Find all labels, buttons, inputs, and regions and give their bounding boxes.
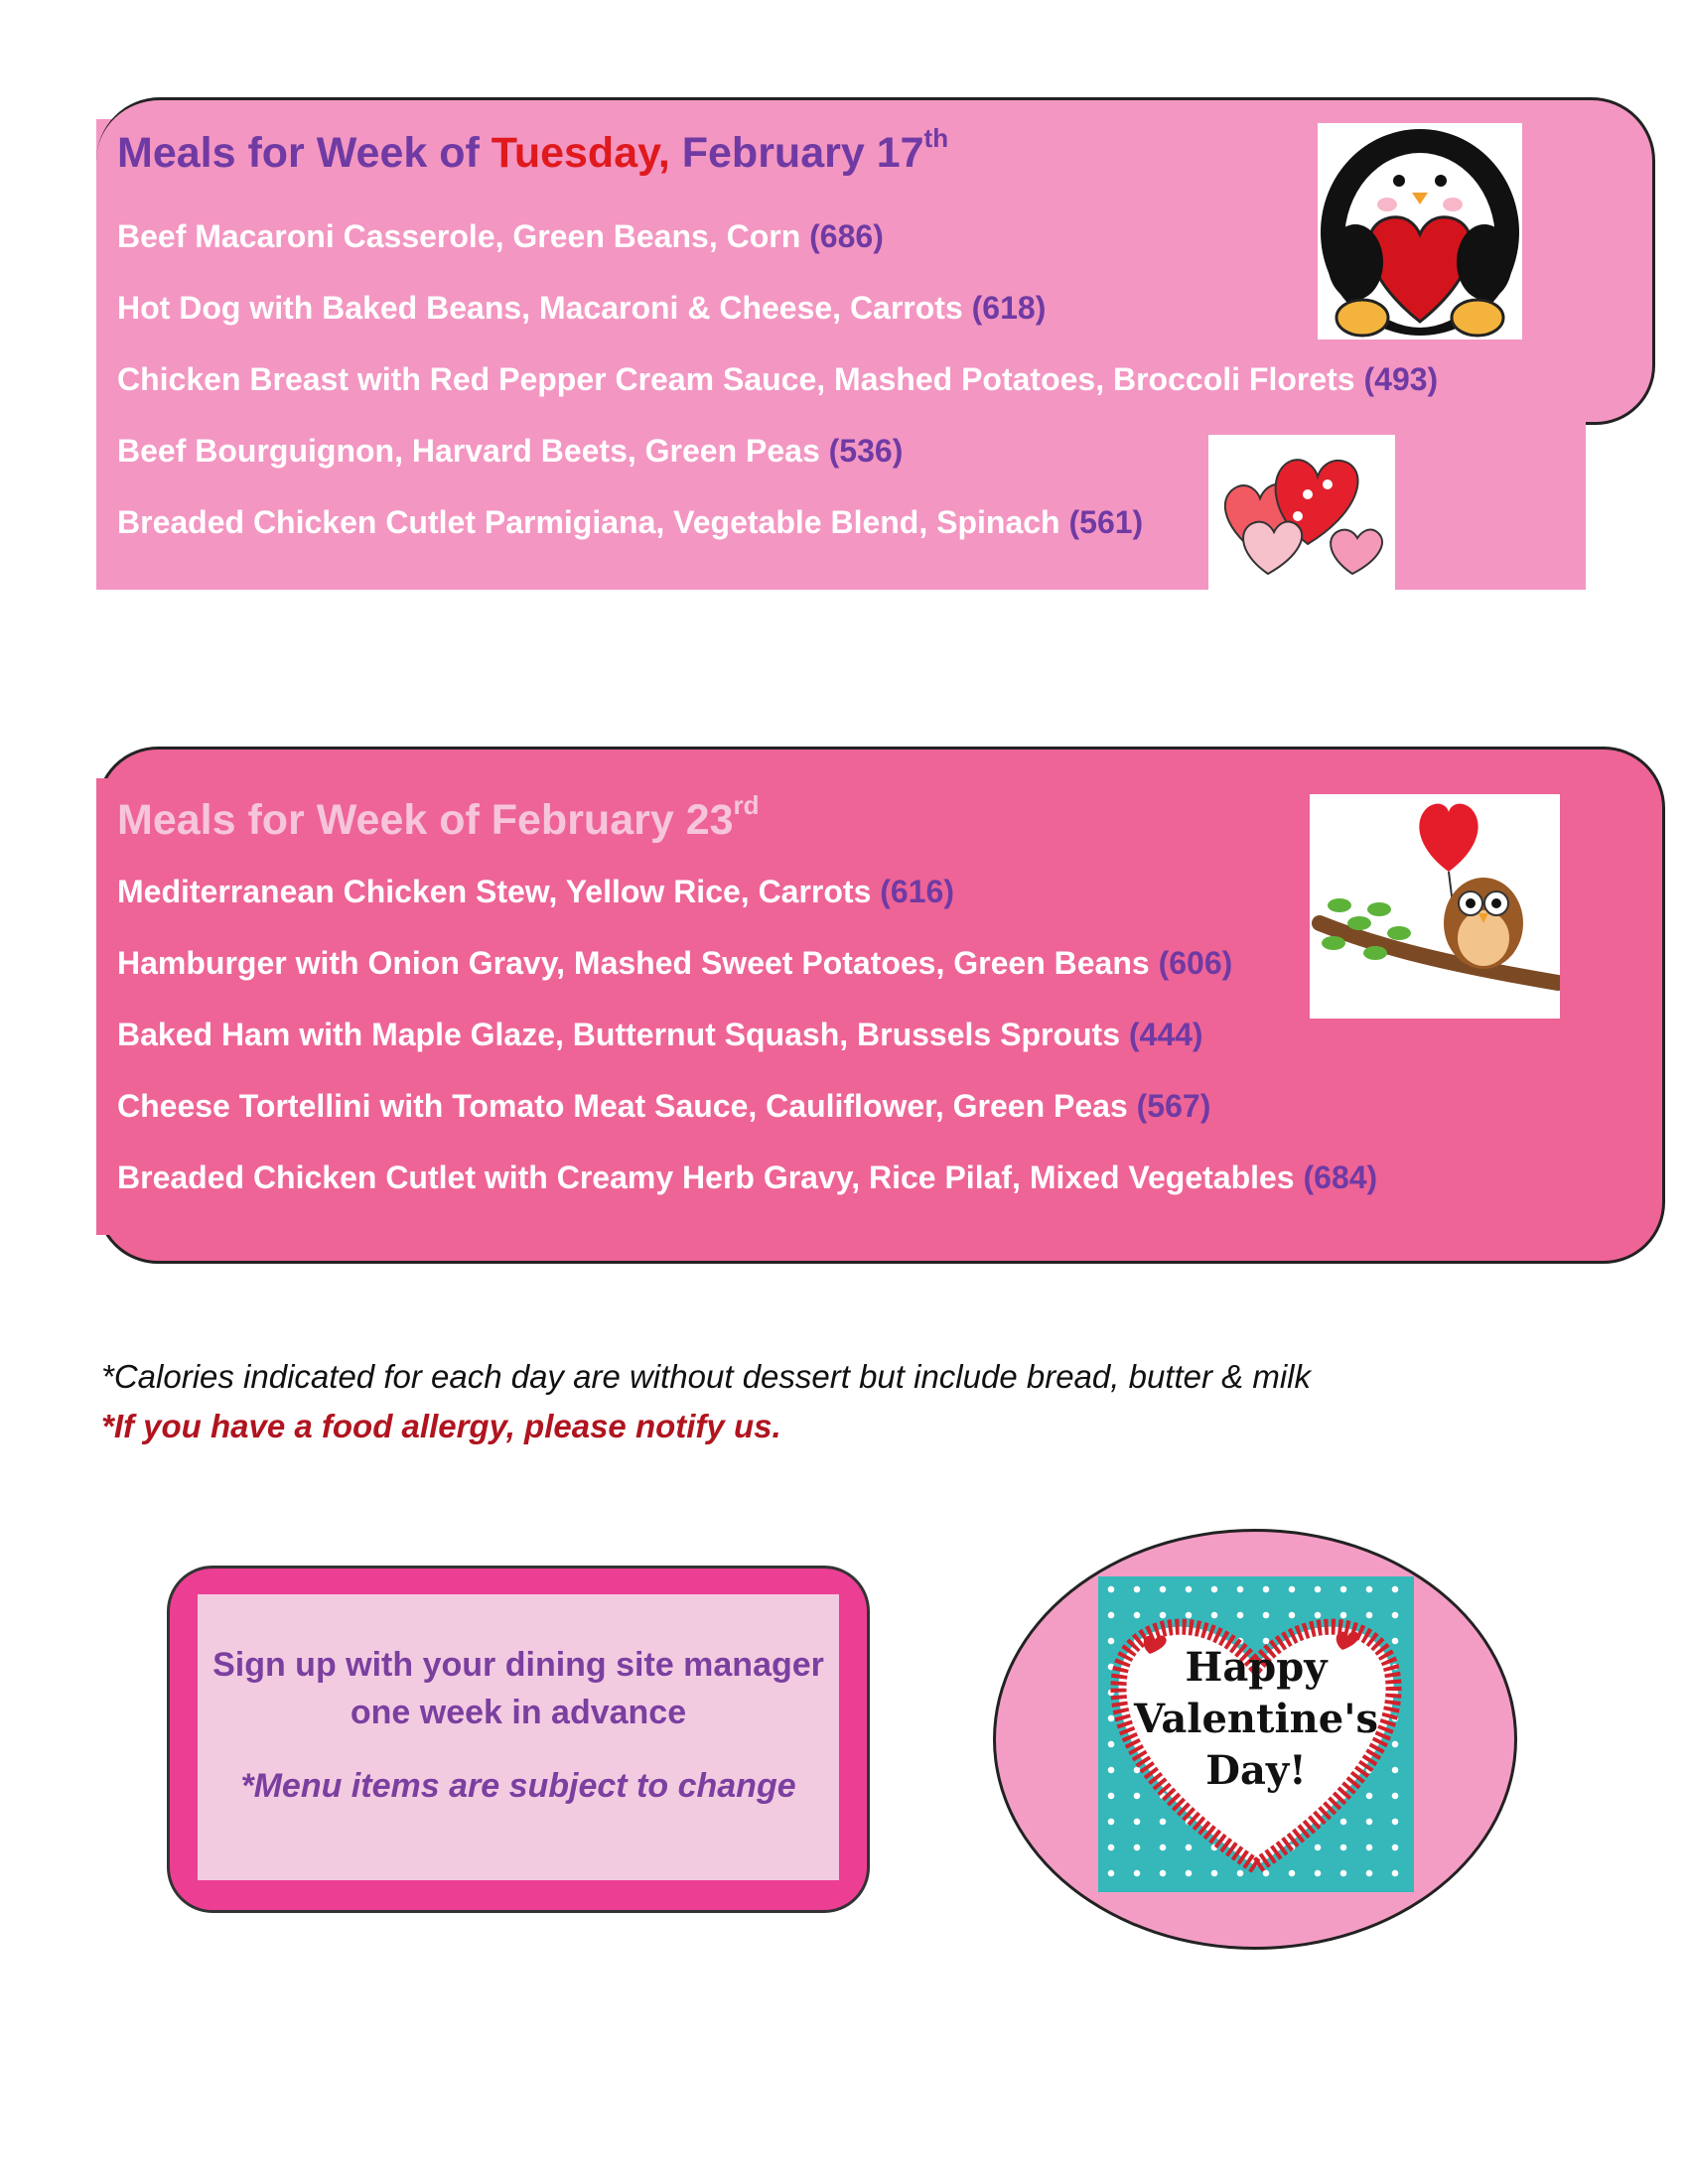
valentine-card — [1098, 1576, 1414, 1892]
calories-note: *Calories indicated for each day are without dessert but include bread, butter & milk — [101, 1358, 1311, 1395]
calorie-count: (686) — [809, 218, 884, 254]
week1-meal-4: Beef Bourguignon, Harvard Beets, Green Peas (536) — [117, 433, 904, 469]
week2-meal-2: Hamburger with Onion Gravy, Mashed Sweet Potatoes, Green Beans (606) — [117, 945, 1233, 981]
signup-line-1: Sign up with your dining site manager — [212, 1646, 824, 1684]
week1-title: Meals for Week of Tuesday, February 17th — [117, 123, 949, 177]
week2-menu-panel — [96, 747, 1665, 1264]
week1-meal-3: Chicken Breast with Red Pepper Cream Sauce, Mashed Potatoes, Broccoli Florets (493) — [117, 361, 1439, 397]
week1-meal-2: Hot Dog with Baked Beans, Macaroni & Cheese, Carrots (618) — [117, 290, 1047, 326]
week1-meal-1: Beef Macaroni Casserole, Green Beans, Corn (686) — [117, 218, 884, 254]
signup-notice-box — [167, 1566, 870, 1913]
calorie-count: (493) — [1363, 361, 1439, 397]
allergy-note: *If you have a food allergy, please notify us. — [101, 1408, 781, 1444]
signup-notice-inner — [198, 1594, 839, 1880]
week2-meal-3: Baked Ham with Maple Glaze, Butternut Squash, Brussels Sprouts (444) — [117, 1017, 1203, 1052]
calorie-count: (536) — [828, 433, 904, 469]
week2-title: Meals for Week of February 23rd — [117, 790, 760, 844]
week2-meal-4: Cheese Tortellini with Tomato Meat Sauce, Cauliflower, Green Peas (567) — [117, 1088, 1211, 1124]
calorie-count: (684) — [1303, 1160, 1378, 1195]
penguin-heart-icon — [1318, 123, 1522, 340]
signup-line-2: one week in advance — [350, 1694, 687, 1731]
week2-meal-1: Mediterranean Chicken Stew, Yellow Rice, Carrots (616) — [117, 874, 954, 909]
hearts-icon — [1208, 435, 1395, 590]
calorie-count: (567) — [1136, 1088, 1211, 1124]
week1-menu-panel — [96, 97, 1655, 590]
valentine-line-2: Valentine's — [1134, 1696, 1378, 1742]
valentine-line-3: Day! — [1205, 1747, 1307, 1794]
menu-change-note: *Menu items are subject to change — [240, 1767, 796, 1805]
week2-meal-5: Breaded Chicken Cutlet with Creamy Herb Gravy, Rice Pilaf, Mixed Vegetables (684) — [117, 1160, 1378, 1195]
valentine-oval — [993, 1529, 1517, 1950]
calorie-count: (606) — [1158, 945, 1233, 981]
owl-balloon-icon — [1310, 794, 1560, 1019]
week1-meal-5: Breaded Chicken Cutlet Parmigiana, Vegetable Blend, Spinach (561) — [117, 504, 1144, 540]
calorie-count: (616) — [880, 874, 954, 909]
calorie-count: (444) — [1128, 1017, 1203, 1052]
calorie-count: (618) — [971, 290, 1047, 326]
valentine-line-1: Happy — [1185, 1644, 1328, 1691]
calorie-count: (561) — [1068, 504, 1144, 540]
